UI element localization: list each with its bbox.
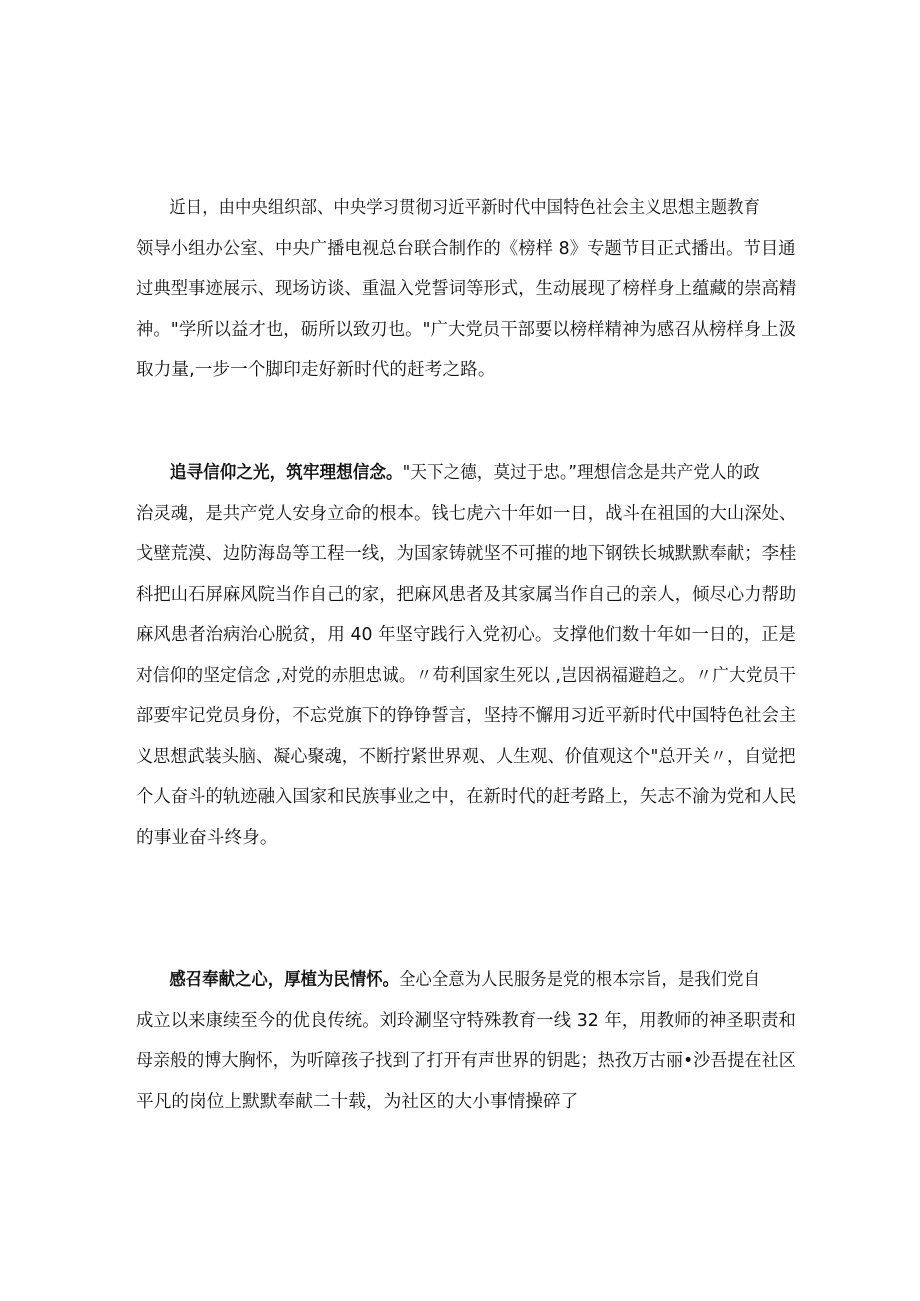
text-line: 平凡的岗位上默默奉献二十载，为社区的大小事情操碎了 [136, 1091, 579, 1112]
text-line: 领导小组办公室、中央广播电视总台联合制作的《榜样 8》专题节目正式播出。节目通 [136, 238, 796, 259]
text-line [136, 453, 760, 494]
section-lead: 感召奉献之心，厚植为民情怀。 [169, 970, 400, 990]
text-line: 取力量,一步一个脚印走好新时代的赶考之路。 [136, 360, 496, 380]
text-line: 母亲般的博大胸怀，为听障孩子找到了打开有声世界的钥匙；热孜万古丽•沙吾提在社区 [136, 1051, 796, 1071]
section-lead: 追寻信仰之光，筑牢理想信念。 [169, 463, 403, 483]
paragraph-faith [136, 453, 796, 858]
text-line: 的事业奋斗终身。 [136, 827, 278, 848]
text-line: 麻风患者治病治心脱贫，用 40 年坚守践行入党初心。支撑他们数十年如一日的，正是 [136, 625, 796, 645]
text-segment: "天下之德，莫过于忠。”理想信念是共产党人的政 [402, 463, 760, 483]
text-line: 义思想武装头脑、凝心聚魂，不断拧紧世界观、人生观、价值观这个"总开关〃，自觉把 [136, 746, 796, 767]
text-line: 科把山石屏麻风院当作自己的家，把麻风患者及其家属当作自己的亲人，倾尽心力帮助 [136, 584, 797, 605]
text-line: 成立以来康续至今的优良传统。刘玲涮坚守特殊教育一线 32 年，用教师的神圣职责和 [136, 1010, 796, 1031]
text-segment: 全心全意为人民服务是党的根本宗旨，是我们党自 [399, 970, 760, 990]
text-line: 个人奋斗的轨迹融入国家和民族事业之中，在新时代的赶考路上，矢志不渝为党和人民 [136, 787, 797, 807]
text-line: 过典型事迹展示、现场访谈、重温入党誓词等形式，生动展现了榜样身上蕴藏的崇高精 [136, 279, 797, 299]
text-line: 对信仰的坚定信念 ,对党的赤胆忠诚。〃苟利国家生死以 ,岂因祸福避趋之。〃广大党员干 [136, 665, 797, 686]
text-line: 近日，由中央组织部、中央学习贯彻习近平新时代中国特色社会主义思想主题教育 [169, 198, 760, 218]
text-line: 部要牢记党员身份，不忘党旗下的铮铮誓言，坚持不懈用习近平新时代中国特色社会主 [136, 706, 797, 726]
text-line: 治灵魂，是共产党人安身立命的根本。钱七虎六十年如一日，战斗在祖国的大山深处、 [136, 503, 797, 524]
text-line [136, 960, 760, 1001]
text-line: 戈壁荒漠、边防海岛等工程一线，为国家铸就坚不可摧的地下钢铁长城默默奉献；李桂 [136, 544, 797, 564]
text-line: 神。"学所以益才也，砺所以致刃也。"广大党员干部要以榜样精神为感召从榜样身上汲 [136, 319, 797, 340]
paragraph-intro [136, 188, 796, 391]
paragraph-dedication [136, 960, 796, 1122]
